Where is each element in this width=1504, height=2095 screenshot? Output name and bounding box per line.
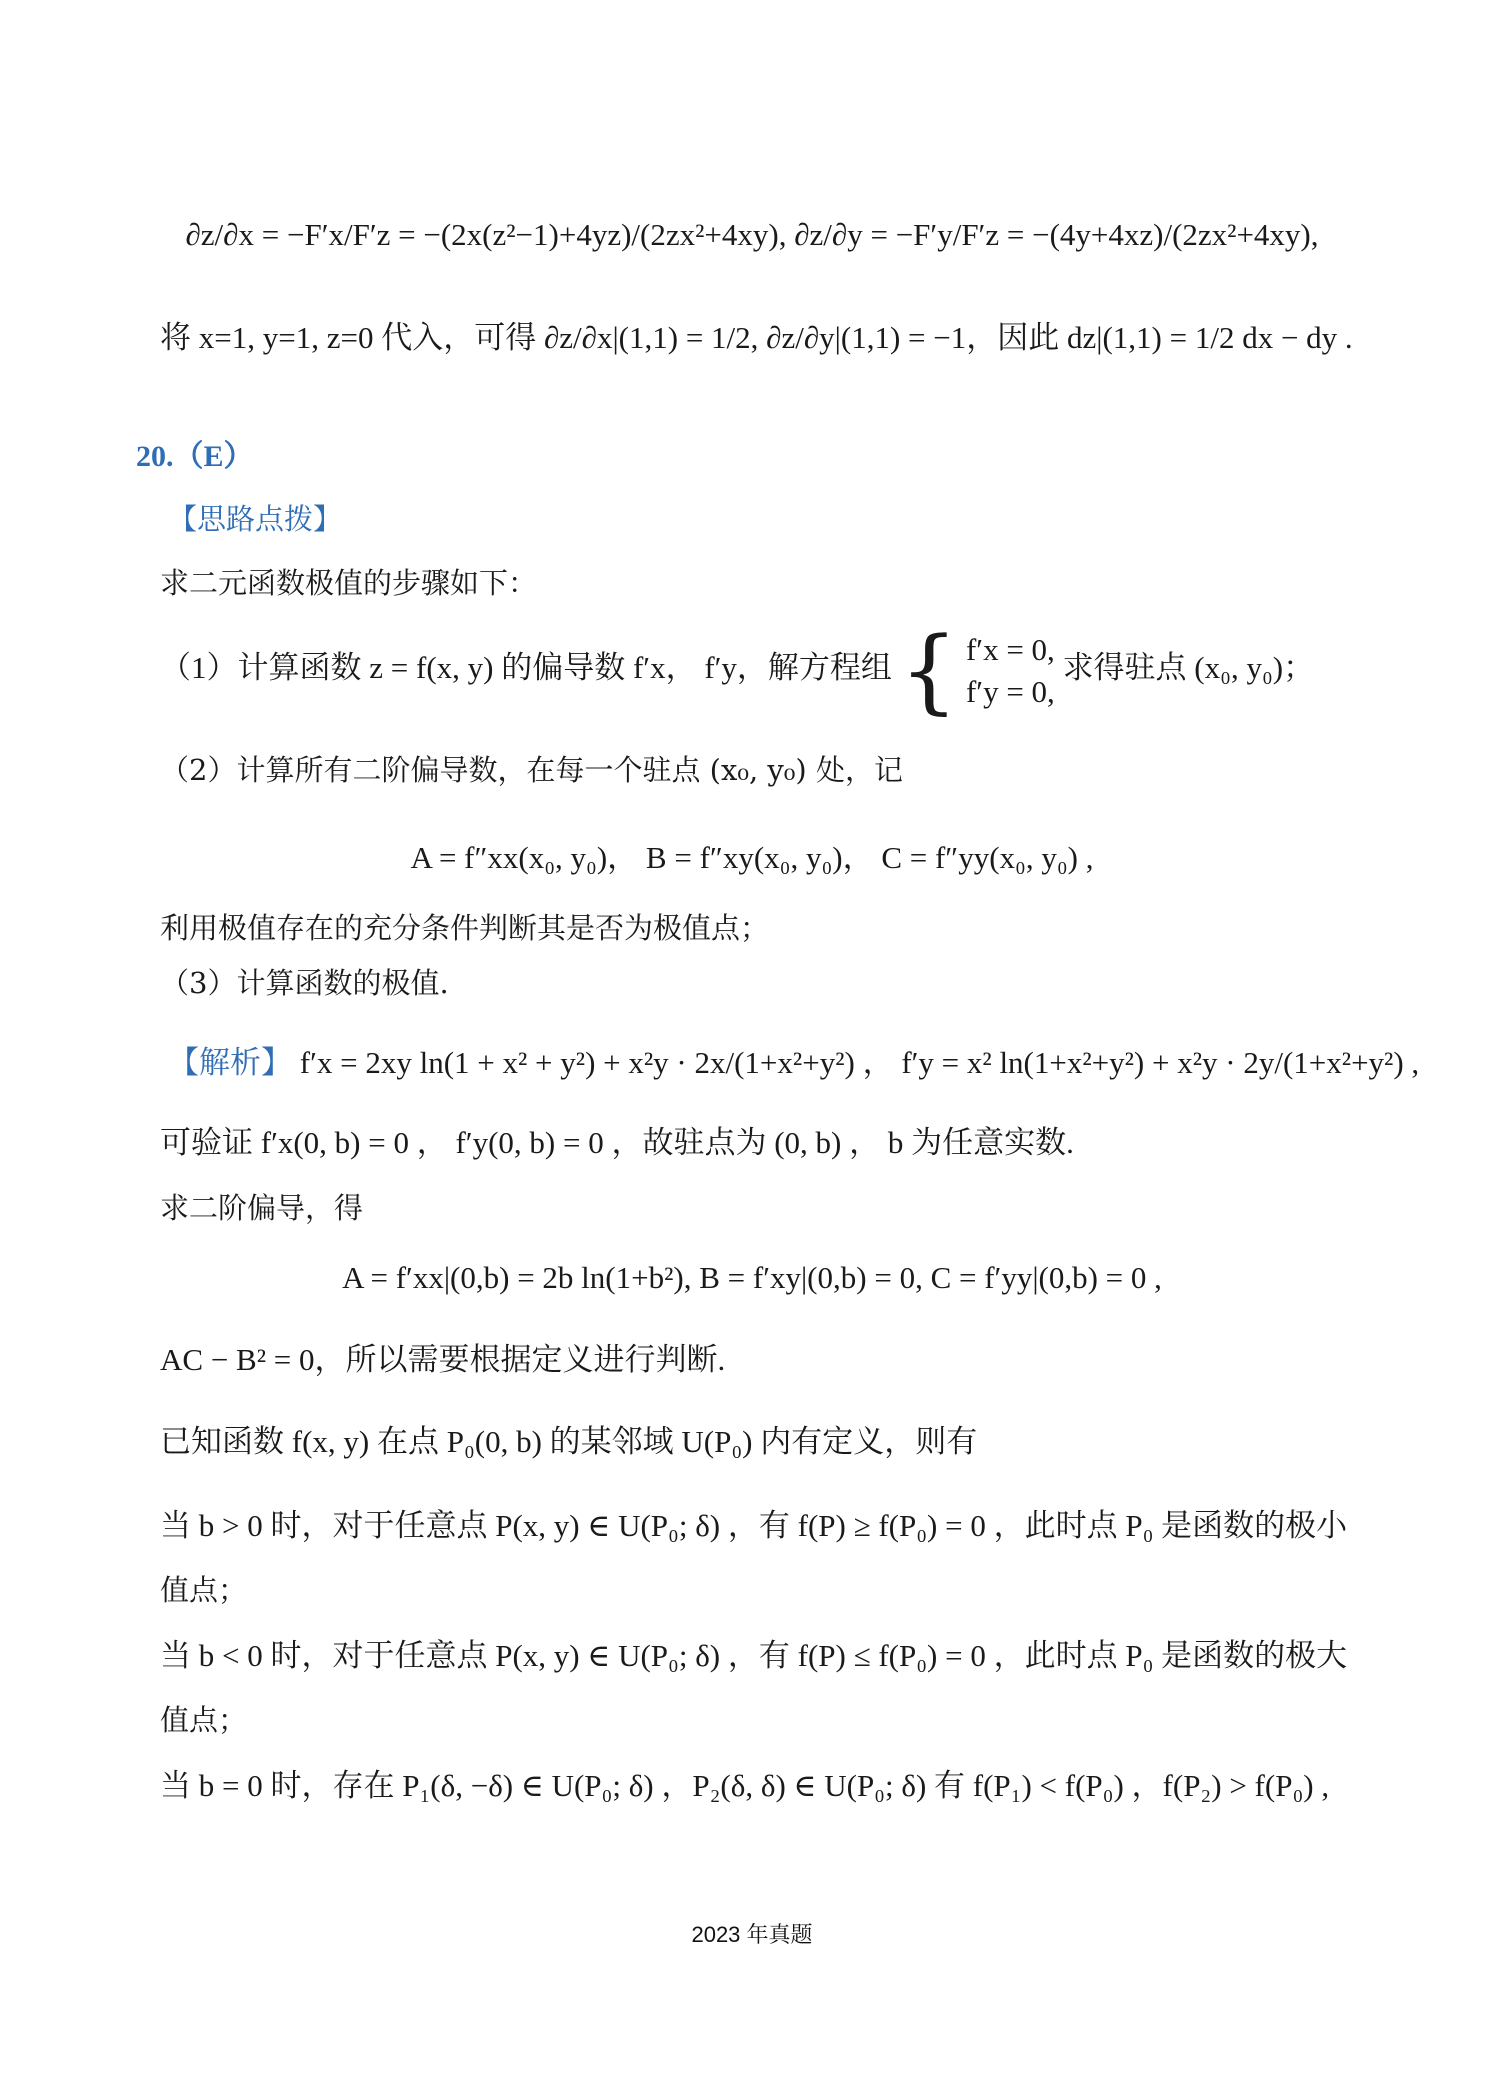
left-brace-icon: { <box>899 616 959 724</box>
page-footer: 2023 年真题 <box>691 1922 813 1947</box>
first-partials: f′x = 2xy ln(1 + x² + y²) + x²y · 2x/(1+x²+y²) ， f′y = x² ln(1+x²+y²) + x²y · 2y/(1+x²+y²) , <box>299 1045 1420 1080</box>
second-partials-values: A = f′xx|(0,b) = 2b ln(1+b²), B = f′xy|(0,b) = 0, C = f′yy|(0,b) = 0 , <box>342 1260 1162 1295</box>
neighborhood-def: 已知函数 f(x, y) 在点 P₀(0, b) 的某邻域 U(P₀) 内有定义，则有 <box>160 1424 978 1459</box>
case-b-zero: 当 b = 0 时，存在 P₁(δ, −δ) ∈ U(P₀; δ) ，P₂(δ, δ) ∈ U(P₀; δ) 有 f(P₁) < f(P₀) ，f(P₂) > f(P₀) , <box>160 1768 1330 1803</box>
case-b-positive: 当 b > 0 时，对于任意点 P(x, y) ∈ U(P₀; δ) ，有 f(P) ≥ f(P₀) = 0 ，此时点 P₀ 是函数的极小 <box>160 1508 1348 1543</box>
case-b-positive-cont: 值点； <box>160 1573 248 1607</box>
steps-intro: 求二元函数极值的步骤如下： <box>160 566 538 600</box>
substitution-line: 将 x=1, y=1, z=0 代入，可得 ∂z/∂x|(1,1) = 1/2, ∂z/∂y|(1,1) = −1，因此 dz|(1,1) = 1/2 dx − dy . <box>160 320 1353 355</box>
step-1-result: 求得驻点 (x₀, y₀)； <box>1062 650 1315 685</box>
step-3: （3）计算函数的极值. <box>160 966 449 1000</box>
step-2-note: 利用极值存在的充分条件判断其是否为极值点； <box>160 911 770 945</box>
step-1-text: （1）计算函数 z = f(x, y) 的偏导数 f′x， f′y，解方程组 <box>160 650 892 685</box>
stationary-points: 可验证 f′x(0, b) = 0 ， f′y(0, b) = 0 ，故驻点为 (0, b) ， b 为任意实数. <box>160 1125 1074 1160</box>
equation-1: f′x = 0, <box>965 631 1055 667</box>
question-number: 20.（E） <box>136 440 254 473</box>
hint-heading: 【思路点拨】 <box>168 502 343 536</box>
analysis-line <box>168 1043 1419 1083</box>
second-partials-intro: 求二阶偏导，得 <box>160 1191 364 1225</box>
discriminant-line: AC − B² = 0，所以需要根据定义进行判断. <box>160 1342 726 1377</box>
step-1 <box>160 616 1315 724</box>
equation-system <box>966 629 1055 713</box>
partial-derivative-formula: ∂z/∂x = −F′x/F′z = −(2x(z²−1)+4yz)/(2zx²+4xy), ∂z/∂y = −F′y/F′z = −(4y+4xz)/(2zx²+4xy), <box>185 217 1319 252</box>
analysis-heading: 【解析】 <box>168 1045 292 1080</box>
second-derivatives-def: A = f″xx(x₀, y₀)， B = f″xy(x₀, y₀)， C = f″yy(x₀, y₀) , <box>410 840 1094 875</box>
case-b-negative: 当 b < 0 时，对于任意点 P(x, y) ∈ U(P₀; δ) ，有 f(P) ≤ f(P₀) = 0 ，此时点 P₀ 是函数的极大 <box>160 1638 1348 1673</box>
case-b-negative-cont: 值点； <box>160 1703 248 1737</box>
step-2: （2）计算所有二阶偏导数，在每一个驻点 (x₀, y₀) 处，记 <box>160 753 903 787</box>
equation-2: f′y = 0, <box>965 673 1055 709</box>
